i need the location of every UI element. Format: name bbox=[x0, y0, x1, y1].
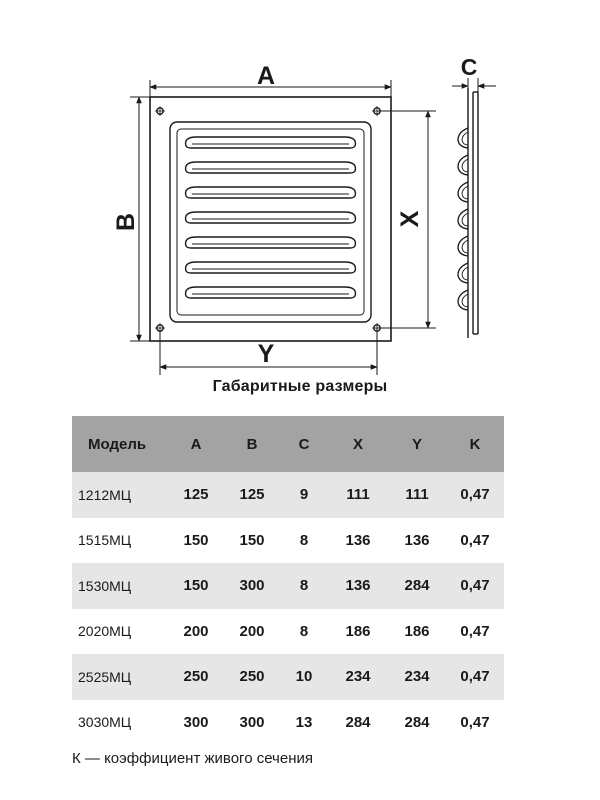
cell-x: 234 bbox=[328, 654, 388, 700]
cell-b: 150 bbox=[239, 531, 265, 549]
side-louver-inner-profile bbox=[462, 294, 468, 307]
table-row bbox=[72, 700, 504, 746]
cell-y: 284 bbox=[404, 713, 430, 731]
label-y: Y bbox=[257, 340, 275, 368]
label-b: B bbox=[112, 212, 140, 232]
header-model: Модель bbox=[72, 416, 168, 472]
cell-y: 284 bbox=[388, 563, 446, 609]
grille-drawing bbox=[0, 0, 600, 380]
label-x: X bbox=[396, 210, 424, 228]
dimensions-table bbox=[72, 416, 504, 745]
cell-model: 3030МЦ bbox=[78, 714, 132, 731]
cell-k: 0,47 bbox=[446, 654, 504, 700]
cell-x: 284 bbox=[345, 713, 371, 731]
cell-a: 150 bbox=[183, 531, 209, 549]
cell-k: 0,47 bbox=[446, 563, 504, 609]
cell-x: 136 bbox=[345, 531, 371, 549]
cell-k: 0,47 bbox=[460, 713, 490, 731]
cell-x: 111 bbox=[328, 472, 388, 518]
cell-k: 0,47 bbox=[460, 531, 490, 549]
table-row bbox=[72, 518, 504, 564]
cell-y: 234 bbox=[388, 654, 446, 700]
cell-a: 300 bbox=[183, 713, 209, 731]
side-louver-inner-profile bbox=[462, 186, 468, 199]
footnote: К — коэффициент живого сечения bbox=[72, 750, 313, 767]
cell-k: 0,47 bbox=[460, 622, 490, 640]
cell-b: 200 bbox=[239, 622, 265, 640]
side-louver-inner-profile bbox=[462, 240, 468, 253]
cell-b: 300 bbox=[224, 563, 280, 609]
louver-slat bbox=[186, 137, 356, 148]
cell-x: 186 bbox=[345, 622, 371, 640]
drawing-caption: Габаритные размеры bbox=[212, 378, 388, 395]
grille-inner-frame bbox=[170, 122, 371, 322]
side-louver-inner-profile bbox=[462, 213, 468, 226]
table-row bbox=[72, 609, 504, 655]
cell-y: 186 bbox=[404, 622, 430, 640]
louver-slat bbox=[186, 162, 356, 173]
cell-c: 8 bbox=[280, 563, 328, 609]
header-y: Y bbox=[388, 416, 446, 472]
cell-x: 136 bbox=[328, 563, 388, 609]
cell-model: 2020МЦ bbox=[78, 623, 132, 640]
cell-model: 1515МЦ bbox=[78, 532, 132, 549]
cell-y: 136 bbox=[404, 531, 430, 549]
cell-y: 111 bbox=[388, 472, 446, 518]
header-k: K bbox=[446, 416, 504, 472]
table-row bbox=[72, 563, 504, 609]
cell-a: 150 bbox=[168, 563, 224, 609]
cell-k: 0,47 bbox=[446, 472, 504, 518]
louver-slat bbox=[186, 212, 356, 223]
louver-slat bbox=[186, 287, 356, 298]
cell-model: 2525МЦ bbox=[72, 654, 168, 700]
louver-slat bbox=[186, 262, 356, 273]
header-b: B bbox=[224, 416, 280, 472]
cell-c: 8 bbox=[299, 531, 309, 549]
label-a: A bbox=[256, 62, 276, 90]
cell-b: 250 bbox=[224, 654, 280, 700]
side-louver-inner-profile bbox=[462, 159, 468, 172]
dimension-c bbox=[452, 78, 496, 92]
header-c: C bbox=[280, 416, 328, 472]
louver-slat bbox=[186, 187, 356, 198]
header-x: X bbox=[328, 416, 388, 472]
table-header-row bbox=[72, 416, 504, 472]
louver-slat bbox=[186, 237, 356, 248]
cell-a: 125 bbox=[168, 472, 224, 518]
cell-c: 10 bbox=[280, 654, 328, 700]
side-louver-profiles bbox=[458, 128, 468, 310]
header-a: A bbox=[168, 416, 224, 472]
cell-a: 200 bbox=[183, 622, 209, 640]
side-louver-inner-profile bbox=[462, 267, 468, 280]
table-row bbox=[72, 654, 504, 700]
cell-model: 1212МЦ bbox=[72, 472, 168, 518]
cell-c: 9 bbox=[280, 472, 328, 518]
cell-b: 300 bbox=[239, 713, 265, 731]
cell-b: 125 bbox=[224, 472, 280, 518]
table-row bbox=[72, 472, 504, 518]
label-c: C bbox=[460, 54, 478, 80]
cell-c: 13 bbox=[295, 713, 313, 731]
side-louver-inner-profile bbox=[462, 132, 468, 145]
cell-c: 8 bbox=[299, 622, 309, 640]
grille-side-view bbox=[468, 88, 478, 338]
cell-a: 250 bbox=[168, 654, 224, 700]
cell-model: 1530МЦ bbox=[72, 563, 168, 609]
louver-slats bbox=[186, 137, 356, 298]
